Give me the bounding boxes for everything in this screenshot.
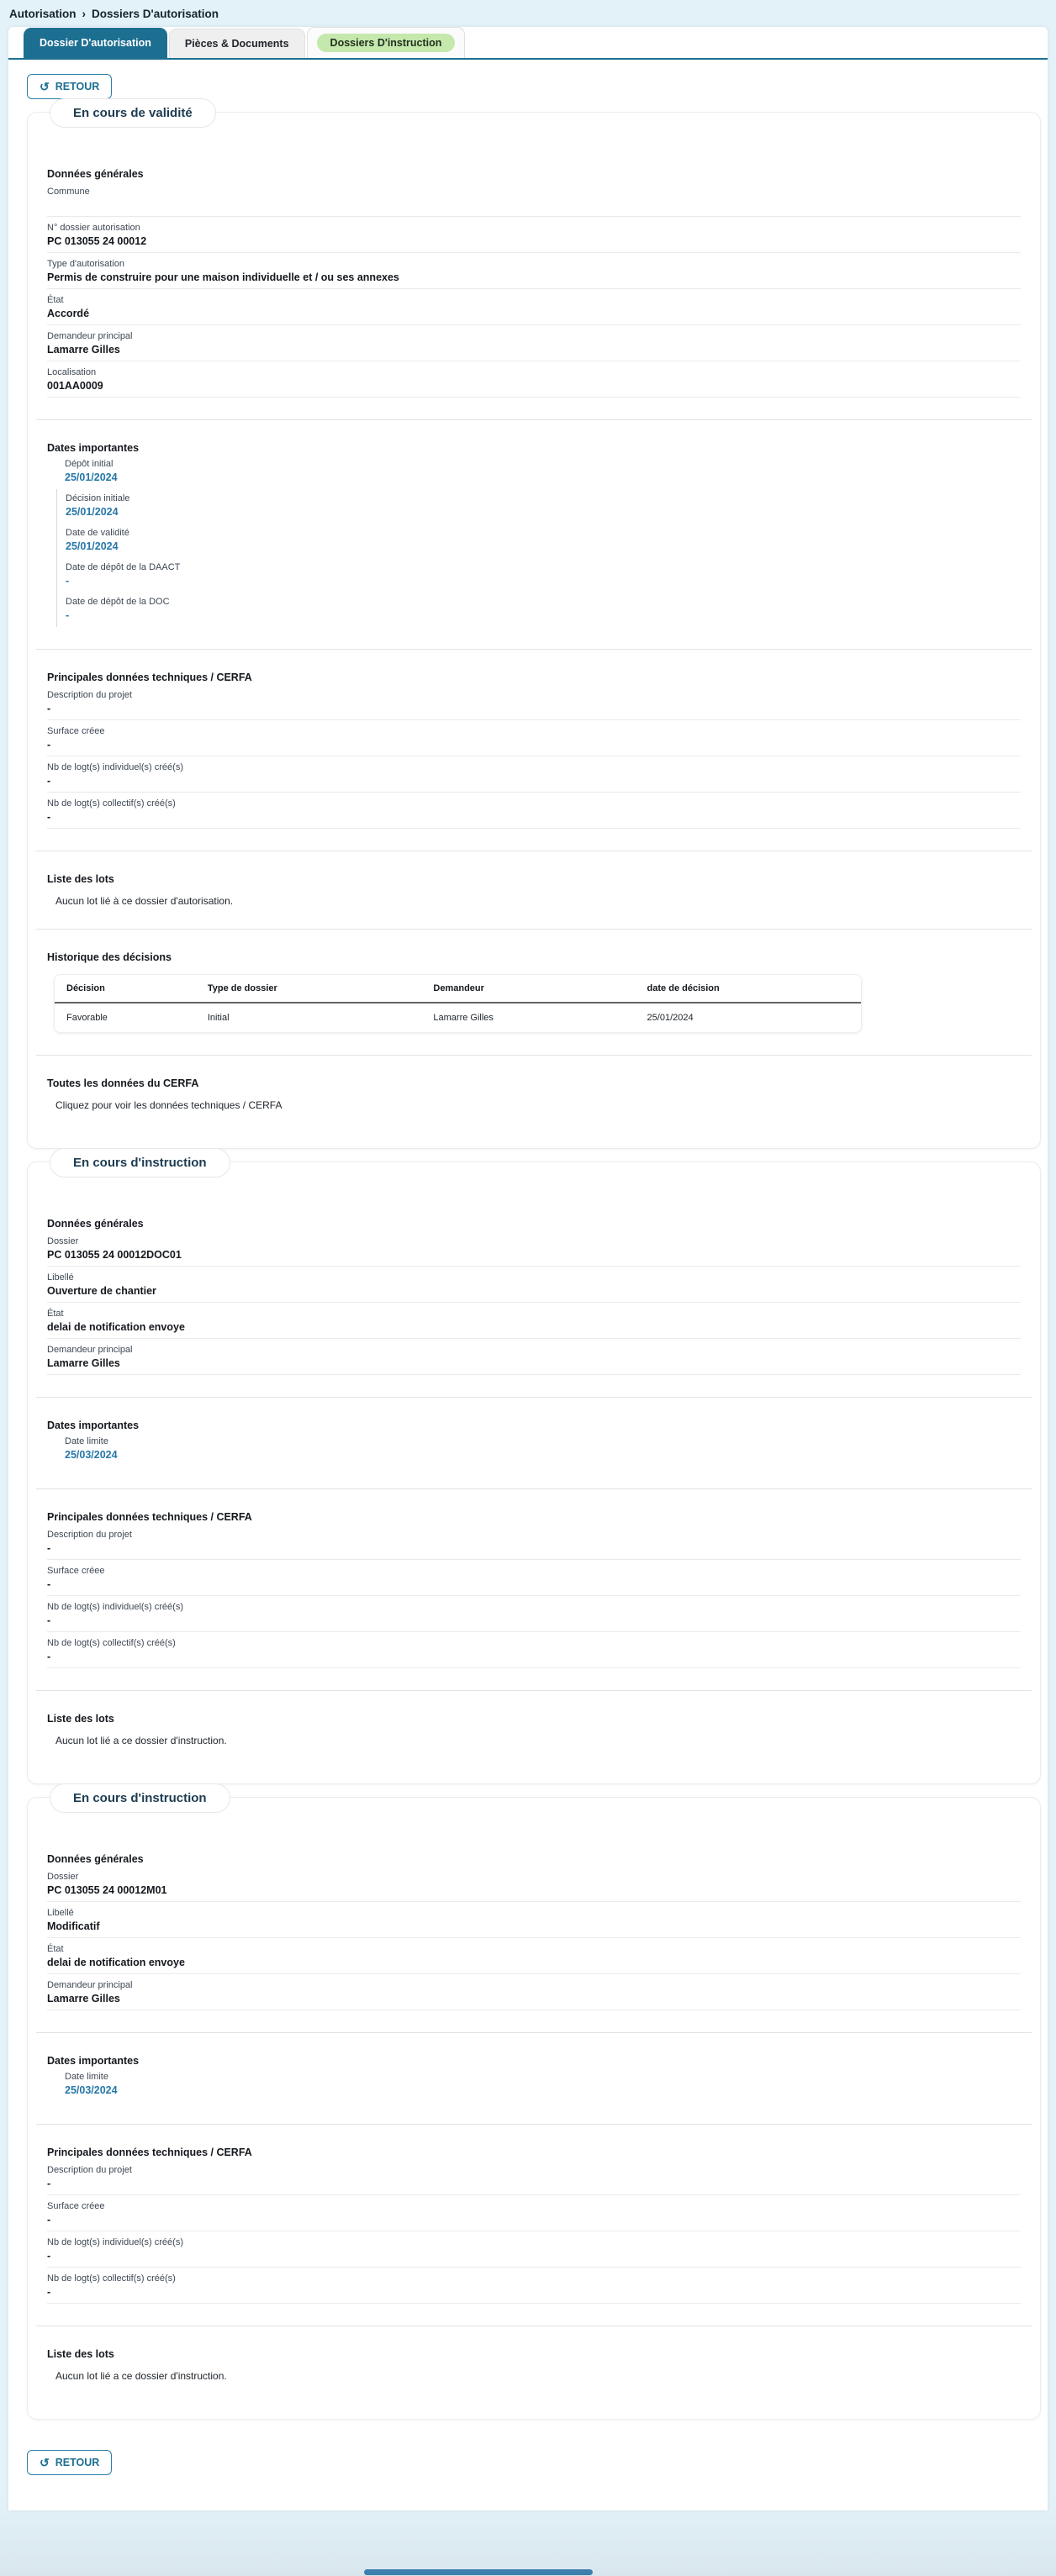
card-en-cours-de-validite <box>27 106 1041 1149</box>
field-label: Surface créee <box>47 2201 105 2211</box>
field-value: Modificatif <box>47 1920 100 1932</box>
field-commune <box>47 181 1021 217</box>
field-value: - <box>47 1615 51 1626</box>
field-description-projet <box>47 684 1021 720</box>
field-label: Surface créee <box>47 1566 105 1576</box>
date-validite <box>56 524 1021 558</box>
section-donnees-techniques <box>28 2147 1040 2304</box>
field-label: Date limite <box>65 2072 108 2082</box>
section-dates-importantes <box>28 1420 1040 1467</box>
field-label: État <box>47 1944 64 1954</box>
section-divider <box>36 1690 1032 1691</box>
field-label: Localisation <box>47 367 97 377</box>
date-depot-daact <box>56 558 1021 593</box>
field-value: delai de notification envoye <box>47 1321 185 1333</box>
field-label: Date de dépôt de la DAACT <box>66 562 181 572</box>
field-demandeur-principal <box>47 1974 1021 2010</box>
main-content <box>8 60 1048 2475</box>
field-description-projet <box>47 1524 1021 1560</box>
field-surface-creee <box>47 1560 1021 1596</box>
field-etat <box>47 1303 1021 1339</box>
field-label: Nb de logt(s) collectif(s) créé(s) <box>47 2273 176 2284</box>
section-header: Principales données techniques / CERFA <box>47 1511 252 1523</box>
field-value: Ouverture de chantier <box>47 1285 156 1297</box>
tab-dossier-autorisation[interactable]: Dossier D'autorisation <box>24 28 167 58</box>
field-nb-logt-collectif <box>47 1632 1021 1668</box>
cell-decision: Favorable <box>55 1003 196 1032</box>
field-value: - <box>47 1651 51 1662</box>
field-value: PC 013055 24 00012 <box>47 235 147 247</box>
tab-dossiers-instruction[interactable] <box>307 27 466 58</box>
section-donnees-techniques <box>28 1511 1040 1668</box>
field-label: Surface créee <box>47 726 105 736</box>
field-value: - <box>47 2214 51 2226</box>
lots-empty-text: Aucun lot lié a ce dossier d'instruction. <box>55 2370 227 2382</box>
date-value: - <box>66 609 70 621</box>
field-label: Décision initiale <box>66 493 130 503</box>
tab-dossiers-instruction-badge: Dossiers D'instruction <box>317 34 456 52</box>
section-header: Liste des lots <box>47 873 114 885</box>
date-depot-initial <box>56 455 1021 489</box>
section-divider <box>36 649 1032 650</box>
field-label: Demandeur principal <box>47 1345 133 1355</box>
date-limite <box>56 2068 1021 2102</box>
retour-button-label: RETOUR <box>55 81 100 92</box>
date-depot-doc <box>56 593 1021 627</box>
undo-arrow-icon: ↺ <box>40 2456 50 2469</box>
retour-button-top[interactable] <box>27 74 112 99</box>
field-demandeur-principal <box>47 325 1021 361</box>
section-header: Liste des lots <box>47 2348 114 2360</box>
breadcrumb-current: Dossiers D'autorisation <box>92 8 219 20</box>
field-value <box>47 198 1021 212</box>
field-label: Libellé <box>47 1272 74 1283</box>
retour-button-label: RETOUR <box>55 2457 100 2468</box>
field-label: Date de dépôt de la DOC <box>66 597 170 607</box>
field-label: Nb de logt(s) individuel(s) créé(s) <box>47 1602 183 1612</box>
section-header: Toutes les données du CERFA <box>47 1077 199 1089</box>
section-header: Liste des lots <box>47 1713 114 1725</box>
breadcrumb-separator-icon: › <box>82 8 86 20</box>
field-value: Lamarre Gilles <box>47 1357 120 1369</box>
section-header: Historique des décisions <box>47 951 172 963</box>
field-label: Date limite <box>65 1436 108 1446</box>
field-value: - <box>47 1542 51 1554</box>
tab-bar <box>8 27 1048 60</box>
field-label: Date de validité <box>66 528 129 538</box>
field-nb-logt-collectif <box>47 2268 1021 2304</box>
field-label: Commune <box>47 187 90 197</box>
section-donnees-generales <box>28 1853 1040 2010</box>
undo-arrow-icon: ↺ <box>40 80 50 93</box>
field-localisation <box>47 361 1021 398</box>
field-value: Permis de construire pour une maison individuelle et / ou ses annexes <box>47 271 399 283</box>
field-dossier <box>47 1866 1021 1902</box>
field-value: delai de notification envoye <box>47 1957 185 1968</box>
date-value: 25/01/2024 <box>65 471 118 483</box>
breadcrumb <box>0 0 1056 27</box>
field-dossier <box>47 1230 1021 1267</box>
field-value: - <box>47 811 51 823</box>
content-panel <box>8 27 1048 2510</box>
section-historique-decisions <box>28 951 1040 1033</box>
field-value: Lamarre Gilles <box>47 1993 120 2004</box>
field-type-autorisation <box>47 253 1021 289</box>
card-en-cours-instruction-doc <box>27 1156 1041 1784</box>
card-en-cours-instruction-modificatif <box>27 1791 1041 2420</box>
date-value: 25/01/2024 <box>66 540 119 552</box>
field-value: Accordé <box>47 308 90 319</box>
field-value: - <box>47 2178 51 2189</box>
field-label: Libellé <box>47 1908 74 1918</box>
field-libelle <box>47 1267 1021 1303</box>
date-limite <box>56 1432 1021 1467</box>
field-label: Dossier <box>47 1236 79 1246</box>
field-description-projet <box>47 2159 1021 2195</box>
section-divider <box>36 419 1032 420</box>
section-header: Dates importantes <box>47 1420 140 1431</box>
field-value: - <box>47 2250 51 2262</box>
section-divider <box>36 929 1032 930</box>
table-row[interactable] <box>55 1003 861 1032</box>
section-header: Principales données techniques / CERFA <box>47 2147 252 2158</box>
field-value: - <box>47 775 51 787</box>
section-donnees-generales <box>28 168 1040 398</box>
tab-pieces-documents[interactable]: Pièces & Documents <box>169 29 305 58</box>
section-liste-des-lots <box>28 873 1040 907</box>
section-header: Données générales <box>47 1218 144 1230</box>
date-value: 25/03/2024 <box>65 2084 118 2096</box>
field-value: - <box>47 1578 51 1590</box>
field-value: Lamarre Gilles <box>47 344 120 356</box>
date-value: 25/01/2024 <box>66 506 119 518</box>
breadcrumb-parent[interactable]: Autorisation <box>9 8 77 20</box>
field-label: Demandeur principal <box>47 1980 133 1990</box>
section-donnees-techniques <box>28 672 1040 829</box>
section-header: Données générales <box>47 168 144 180</box>
field-label: Nb de logt(s) individuel(s) créé(s) <box>47 762 183 772</box>
field-libelle <box>47 1902 1021 1938</box>
field-label: Demandeur principal <box>47 331 133 341</box>
section-header: Données générales <box>47 1853 144 1865</box>
cell-date-decision: 25/01/2024 <box>636 1003 862 1032</box>
table-header-row <box>55 975 861 1003</box>
section-liste-des-lots <box>28 1713 1040 1746</box>
section-header: Principales données techniques / CERFA <box>47 672 252 683</box>
column-header-date-decision: date de décision <box>636 975 862 1003</box>
card-title: En cours d'instruction <box>50 1783 230 1813</box>
section-donnees-generales <box>28 1218 1040 1375</box>
column-header-type-dossier: Type de dossier <box>196 975 422 1003</box>
section-divider <box>36 1055 1032 1056</box>
date-value: - <box>66 575 70 587</box>
field-surface-creee <box>47 720 1021 756</box>
bottom-actions <box>27 2426 1048 2475</box>
field-etat <box>47 1938 1021 1974</box>
field-value: PC 013055 24 00012M01 <box>47 1884 167 1896</box>
date-value: 25/03/2024 <box>65 1449 118 1461</box>
historique-table <box>54 974 862 1033</box>
field-label: Description du projet <box>47 690 132 700</box>
section-header: Dates importantes <box>47 442 140 454</box>
lots-empty-text: Aucun lot lié à ce dossier d'autorisation. <box>55 895 234 907</box>
field-label: État <box>47 1309 64 1319</box>
card-title: En cours d'instruction <box>50 1148 230 1177</box>
field-label: État <box>47 295 64 305</box>
lots-empty-text: Aucun lot lié a ce dossier d'instruction. <box>55 1735 227 1746</box>
retour-button-bottom[interactable] <box>27 2450 112 2475</box>
field-surface-creee <box>47 2195 1021 2231</box>
field-nb-logt-individuel <box>47 756 1021 793</box>
cell-demandeur: Lamarre Gilles <box>421 1003 635 1032</box>
field-label: Dépôt initial <box>65 459 114 469</box>
section-header: Dates importantes <box>47 2055 140 2067</box>
section-dates-importantes <box>28 2055 1040 2102</box>
field-value: PC 013055 24 00012DOC01 <box>47 1249 182 1261</box>
field-nb-logt-collectif <box>47 793 1021 829</box>
field-label: Nb de logt(s) collectif(s) créé(s) <box>47 1638 176 1648</box>
horizontal-scrollbar-thumb[interactable] <box>364 2569 593 2575</box>
cell-type-dossier: Initial <box>196 1003 422 1032</box>
section-divider <box>36 2032 1032 2033</box>
field-value: - <box>47 703 51 714</box>
section-divider <box>36 1397 1032 1398</box>
field-numero-dossier <box>47 217 1021 253</box>
section-divider <box>36 2124 1032 2125</box>
field-label: Type d'autorisation <box>47 259 124 269</box>
section-divider <box>36 1488 1032 1489</box>
field-nb-logt-individuel <box>47 2231 1021 2268</box>
date-decision-initiale <box>56 489 1021 524</box>
field-label: Description du projet <box>47 1530 132 1540</box>
field-value: - <box>47 739 51 751</box>
section-liste-des-lots <box>28 2348 1040 2382</box>
field-label: Dossier <box>47 1872 79 1882</box>
field-demandeur-principal <box>47 1339 1021 1375</box>
field-label: Nb de logt(s) individuel(s) créé(s) <box>47 2237 183 2247</box>
field-label: Nb de logt(s) collectif(s) créé(s) <box>47 798 176 809</box>
cerfa-link[interactable]: Cliquez pour voir les données techniques / CERFA <box>55 1099 282 1111</box>
section-cerfa <box>28 1077 1040 1111</box>
field-value: 001AA0009 <box>47 380 103 392</box>
card-title: En cours de validité <box>50 98 216 128</box>
field-nb-logt-individuel <box>47 1596 1021 1632</box>
section-dates-importantes <box>28 442 1040 627</box>
field-etat <box>47 289 1021 325</box>
column-header-demandeur: Demandeur <box>421 975 635 1003</box>
field-label: Description du projet <box>47 2165 132 2175</box>
column-header-decision: Décision <box>55 975 196 1003</box>
field-label: N° dossier autorisation <box>47 223 140 233</box>
field-value: - <box>47 2286 51 2298</box>
